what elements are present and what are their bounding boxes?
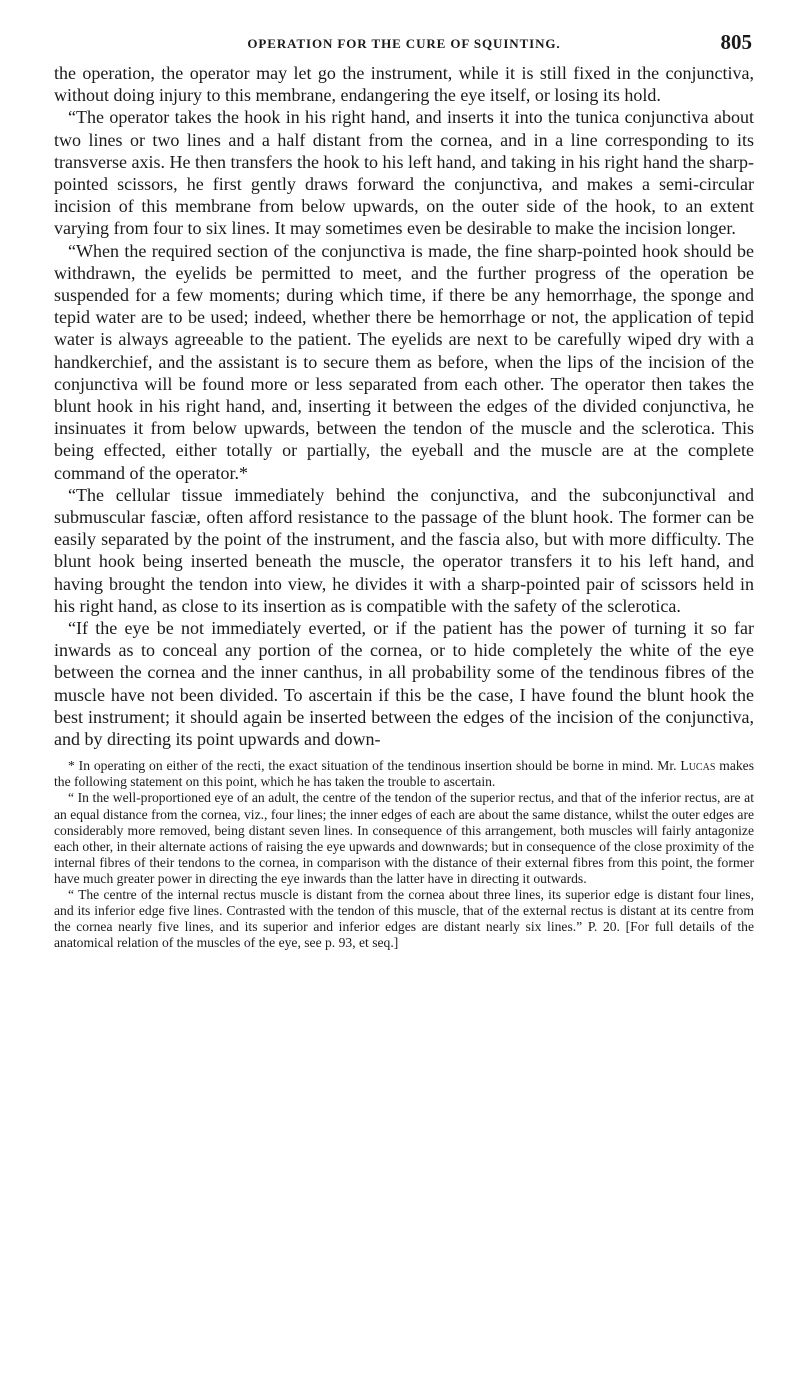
footnotes [54,758,754,951]
page-number: 805 [720,30,752,54]
running-title: OPERATION FOR THE CURE OF SQUINTING. [247,36,561,51]
paragraph-5: “If the eye be not immediately everted, or if the patient has the power of turning it so far inwards as to conceal any portion of the cornea, or to hide completely the white of the eye between the cornea and the inner canthus, in all probability some of the tendinous fibres of the muscle have not been divided. To ascertain if this be the case, I have found the blunt hook the best instrument; it should again be inserted between the edges of the incision of the conjunctiva, and by directing its point upwards and down- [54,618,754,750]
book-page [54,0,754,951]
footnote-3: “ The centre of the internal rectus muscle is distant from the cornea about three lines, its superior edge is distant four lines, and its inferior edge five lines. Contrasted with the tendon of this muscle, that of the external rectus is distant at its centre from the cornea nearly five lines, and its superior and inferior edges are distant nearly six lines.” P. 20. [For full details of the anatomical relation of the muscles of the eye, see p. 93, et seq.] [54,887,754,951]
paragraph-3: “When the required section of the conjunctiva is made, the fine sharp-pointed hook should be withdrawn, the eyelids be permitted to meet, and the further progress of the operation be suspended for a few moments; during which time, if there be any hemorrhage, the sponge and tepid water are to be used; indeed, whether there be hemorrhage or not, the application of tepid water is always agreeable to the patient. The eyelids are next to be carefully wiped dry with a handkerchief, and the assistant is to secure them as before, when the lips of the incision of the conjunctiva will be found more or less separated from each other. The operator then takes the blunt hook in his right hand, and, inserting it between the edges of the divided conjunctiva, he insinuates it from below upwards, between the tendon of the muscle and the sclerotica. This being effected, either totally or partially, the eyeball and the muscle are at the complete command of the operator.* [54,240,754,483]
footnote-1-text-b: makes the following statement on this point, which he has taken the trouble to ascertain. [54,758,754,790]
paragraph-1: the operation, the operator may let go the instrument, while it is still fixed in the conjunctiva, without doing injury to this membrane, endangering the eye itself, or losing its hold. [54,63,754,106]
paragraph-2: “The operator takes the hook in his right hand, and inserts it into the tunica conjunctiva about two lines or two lines and a half distant from the cornea, and in a line corresponding to its transverse axis. He then transfers the hook to his left hand, and taking in his right hand the sharp-pointed scissors, he first gently draws forward the conjunctiva, and makes a semi-circular incision of this membrane from below upwards, on the outer side of the hook, to an extent varying from four to six lines. It may sometimes even be desirable to make the incision longer. [54,107,754,239]
footnote-1-author-name: Lucas [680,758,716,774]
paragraph-4: “The cellular tissue immediately behind the conjunctiva, and the subconjunctival and submuscular fasciæ, often afford resistance to the passage of the blunt hook. The former can be easily separated by the point of the instrument, and the fascia also, but with more difficulty. The blunt hook being inserted beneath the muscle, the operator transfers it to his left hand, and having brought the tendon into view, he divides it with a sharp-pointed pair of scissors held in his right hand, as close to its insertion as is compatible with the safety of the sclerotica. [54,484,754,616]
running-head [54,0,754,52]
footnote-1-text-a: * In operating on either of the recti, the exact situation of the tendinous insertion should be borne in mind. Mr. [68,758,681,774]
footnote-1 [54,758,754,790]
footnote-2: “ In the well-proportioned eye of an adult, the centre of the tendon of the superior rectus, and that of the inferior rectus, are at an equal distance from the cornea, viz., four lines; the inner edges of each are about the same distance, whilst the outer edges are considerably more removed, being distant seven lines. In consequence of this arrangement, both muscles will fairly antagonize each other, in their alternate actions of raising the eye upwards and downwards; but in consequence of the close proximity of the internal fibres of their tendons to the cornea, in comparison with the distance of their external fibres from this point, the former have much greater power in directing the eye inwards than the latter have in directing it outwards. [54,790,754,886]
body-text [54,62,754,750]
